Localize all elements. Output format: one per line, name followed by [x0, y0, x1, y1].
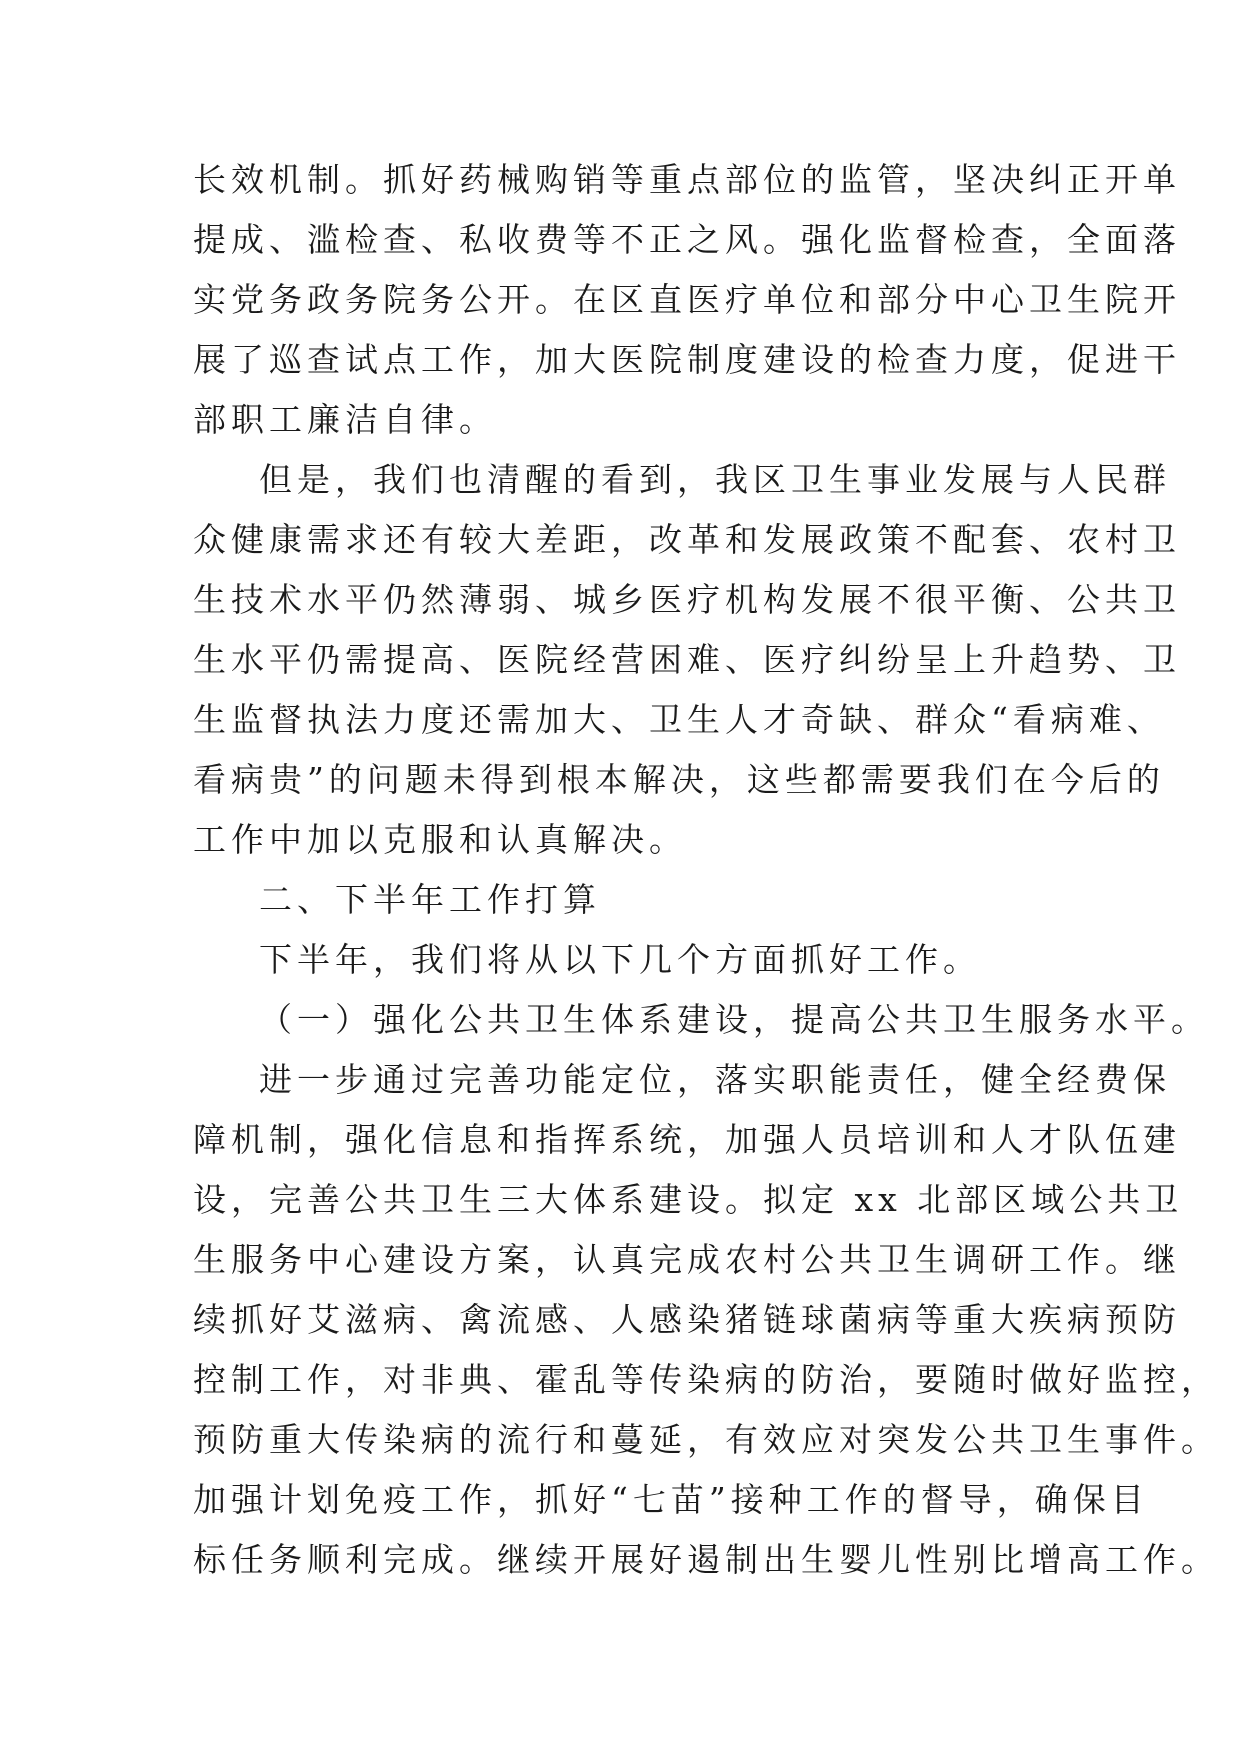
text-line: 生水平仍需提高、医院经营困难、医疗纠纷呈上升趋势、卫 — [193, 640, 1181, 679]
text-line: 部职工廉洁自律。 — [193, 400, 497, 439]
document-body — [193, 150, 1219, 1590]
text-line: 控制工作，对非典、霍乱等传染病的防治，要随时做好监控， — [193, 1360, 1219, 1399]
text-line: 二、下半年工作打算 — [259, 880, 601, 919]
text-line: 实党务政务院务公开。在区直医疗单位和部分中心卫生院开 — [193, 280, 1181, 319]
text-line: 加强计划免疫工作，抓好“七苗”接种工作的督导，确保目 — [193, 1480, 1149, 1519]
text-line: 展了巡查试点工作，加大医院制度建设的检查力度，促进干 — [193, 340, 1181, 379]
text-line: 下半年，我们将从以下几个方面抓好工作。 — [259, 940, 981, 979]
text-line: 看病贵”的问题未得到根本解决，这些都需要我们在今后的 — [193, 760, 1165, 799]
text-line: 工作中加以克服和认真解决。 — [193, 820, 687, 859]
text-line: 预防重大传染病的流行和蔓延，有效应对突发公共卫生事件。 — [193, 1420, 1219, 1459]
text-line: 众健康需求还有较大差距，改革和发展政策不配套、农村卫 — [193, 520, 1181, 559]
text-line: 障机制，强化信息和指挥系统，加强人员培训和人才队伍建 — [193, 1120, 1181, 1159]
text-line: 长效机制。抓好药械购销等重点部位的监管，坚决纠正开单 — [193, 160, 1181, 199]
text-line: 续抓好艾滋病、禽流感、人感染猪链球菌病等重大疾病预防 — [193, 1300, 1181, 1339]
text-line: 提成、滥检查、私收费等不正之风。强化监督检查，全面落 — [193, 220, 1181, 259]
text-line: （一）强化公共卫生体系建设，提高公共卫生服务水平。 — [259, 1000, 1209, 1039]
text-line: 设，完善公共卫生三大体系建设。拟定 xx 北部区域公共卫 — [193, 1180, 1184, 1219]
text-line: 生监督执法力度还需加大、卫生人才奇缺、群众“看病难、 — [193, 700, 1165, 739]
text-line: 但是，我们也清醒的看到，我区卫生事业发展与人民群 — [259, 460, 1171, 499]
text-line: 标任务顺利完成。继续开展好遏制出生婴儿性别比增高工作。 — [193, 1540, 1219, 1579]
text-line: 生技术水平仍然薄弱、城乡医疗机构发展不很平衡、公共卫 — [193, 580, 1181, 619]
text-line: 生服务中心建设方案，认真完成农村公共卫生调研工作。继 — [193, 1240, 1181, 1279]
text-line: 进一步通过完善功能定位，落实职能责任，健全经费保 — [259, 1060, 1171, 1099]
